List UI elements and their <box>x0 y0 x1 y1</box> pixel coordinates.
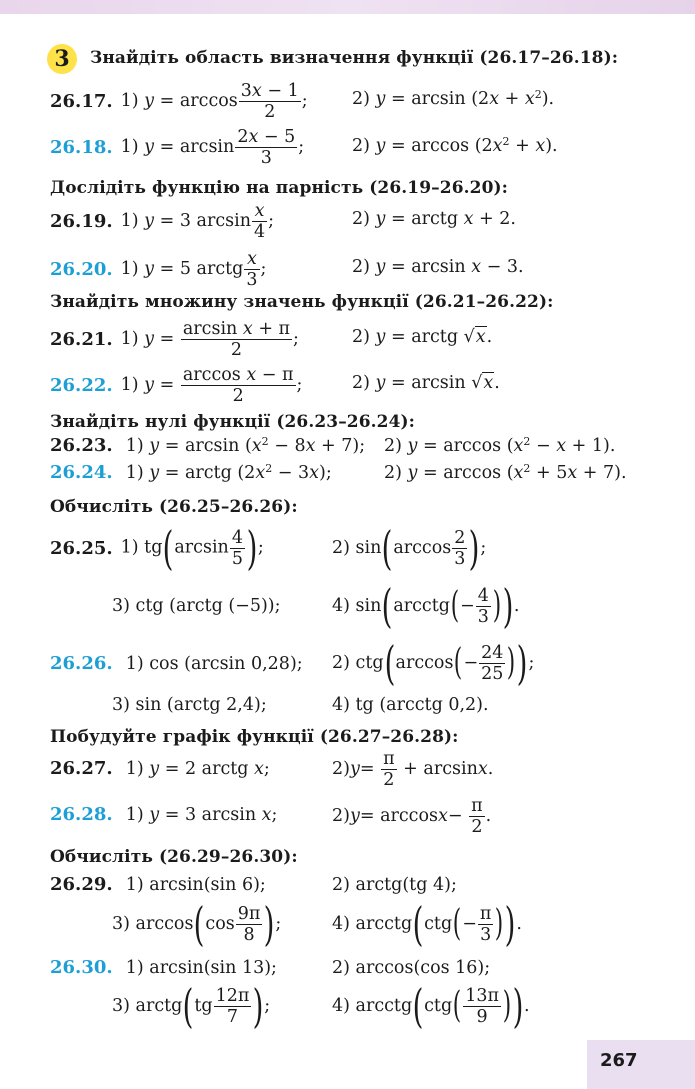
exercise-number: 26.29. <box>50 874 113 895</box>
exercise-26-30-part-4: 4) arcctg ( ctg ( $\frac{13\pi}{9}$ ) ) . <box>332 979 530 1033</box>
exercise-26-21-part-2: 2) y = arctg √x. <box>352 327 493 347</box>
top-decorative-band <box>0 0 695 14</box>
exercise-26-26-part-4: 4) tg (arcctg 0,2). <box>332 695 489 715</box>
exercise-26-18-part-2: 2) $y = \arccos (2x^2 + x)$. <box>352 135 558 156</box>
exercise-26-29-part-4: 4) arcctg ( ctg ( − $\frac{\pi}{3}$ ) ) . <box>332 897 522 951</box>
exercise-26-21: 26.21. 1) y = $\frac{\text{arcsin x + π}}{2}$ ; <box>50 318 299 360</box>
exercise-number: 26.21. <box>50 328 113 350</box>
exercise-26-30-part-2: 2) arccos(cos 16); <box>332 958 491 978</box>
exercise-26-23: 26.23. 1) $y = \arcsin (x^2 - 8x + 7)$; <box>50 435 366 456</box>
exercise-26-26-part-2: 2) ctg ( arccos ( − $\frac{24}{25}$ ) ) ; <box>332 636 535 690</box>
exercise-number: 26.18. <box>50 136 113 158</box>
exercise-26-25-part-3: 3) ctg (arctg (−5)); <box>112 596 281 616</box>
exercise-26-24: 26.24. 1) y = arctg $(2x^2 - 3x)$; <box>50 462 332 483</box>
exercise-number: 26.28. <box>50 804 113 825</box>
exercise-number: 26.22. <box>50 374 113 396</box>
exercise-26-26-part-3: 3) sin (arctg 2,4); <box>112 695 267 715</box>
heading-domain: Знайдіть область визначення функції (26.17–26.18): <box>90 48 619 68</box>
exercise-number: 26.20. <box>50 258 113 280</box>
exercise-number: 26.27. <box>50 758 113 779</box>
exercise-26-17: 26.17. 1) y = arccos $\frac{3x - 1}{2}$ ; <box>50 80 308 122</box>
exercise-26-27: 26.27. 1) y = 2 arctg x; <box>50 758 270 779</box>
exercise-number: 26.30. <box>50 957 113 978</box>
exercise-26-28: 26.28. 1) y = 3 arcsin x; <box>50 804 278 825</box>
exercise-number: 26.17. <box>50 90 113 112</box>
exercise-26-22-part-2: 2) y = arcsin √x. <box>352 373 500 393</box>
exercise-26-30: 26.30. 1) arcsin(sin 13); <box>50 957 277 978</box>
exercise-26-17-part-2: 2) $y = \arcsin (2x + x^2)$. <box>352 88 555 109</box>
page-number: 267 <box>600 1050 638 1071</box>
exercise-26-20: 26.20. 1) y = 5 arctg $\frac{x}{3}$ ; <box>50 248 267 290</box>
exercise-26-30-part-3: 3) arctg ( tg $\frac{12\pi}{7}$ ) ; <box>112 979 271 1033</box>
exercise-26-20-part-2: 2) y = arcsin x − 3. <box>352 257 524 277</box>
exercise-26-18: 26.18. 1) y = arcsin $\frac{2x - 5}{3}$ ; <box>50 126 305 168</box>
heading-range: Знайдіть множину значень функції (26.21–26.22): <box>50 292 554 312</box>
exercise-26-26: 26.26. 1) cos (arcsin 0,28); <box>50 653 303 674</box>
heading-zeros: Знайдіть нулі функції (26.23–26.24): <box>50 412 416 432</box>
exercise-26-28-part-2: 2) y = arccos x − $\frac{\pi}{2}$ . <box>332 795 492 837</box>
exercise-26-19: 26.19. 1) y = 3 arcsin $\frac{x}{4}$ ; <box>50 200 275 242</box>
exercise-26-29: 26.29. 1) arcsin(sin 6); <box>50 874 266 895</box>
exercise-26-27-part-2: 2) y = $\frac{\pi}{2}$ + arcsin x . <box>332 748 494 790</box>
exercise-26-19-part-2: 2) y = arctg x + 2. <box>352 209 516 229</box>
exercise-number: 26.24. <box>50 462 113 483</box>
exercise-26-29-part-3: 3) arccos ( cos $\frac{9\pi}{8}$ ) ; <box>112 897 282 951</box>
exercise-26-25-part-4: 4) sin ( arcctg ( − $\frac{4}{3}$ ) ) . <box>332 579 520 633</box>
heading-parity: Дослідіть функцію на парність (26.19–26.20): <box>50 178 509 198</box>
exercise-number: 26.26. <box>50 653 113 674</box>
heading-graph: Побудуйте графік функції (26.27–26.28): <box>50 727 459 747</box>
exercise-number: 26.19. <box>50 210 113 232</box>
exercise-26-23-part-2: 2) $y = \arccos (x^2 - x + 1)$. <box>384 435 616 456</box>
exercise-26-29-part-2: 2) arctg(tg 4); <box>332 875 457 895</box>
exercise-number: 26.25. <box>50 537 113 559</box>
section-badge: 3 <box>47 44 77 74</box>
exercise-26-25: 26.25. 1) tg(arcsin $\frac{4}{5}$ ); <box>50 521 264 575</box>
exercise-26-24-part-2: 2) $y = \arccos (x^2 + 5x + 7)$. <box>384 462 627 483</box>
heading-compute-1: Обчисліть (26.25–26.26): <box>50 497 298 517</box>
exercise-26-25-part-2: 2) sin ( arccos $\frac{2}{3}$ ) ; <box>332 521 487 575</box>
exercise-26-22: 26.22. 1) y = $\frac{\text{arccos x − π}}{2}$ ; <box>50 364 303 406</box>
exercise-number: 26.23. <box>50 435 113 456</box>
heading-compute-2: Обчисліть (26.29–26.30): <box>50 847 298 867</box>
